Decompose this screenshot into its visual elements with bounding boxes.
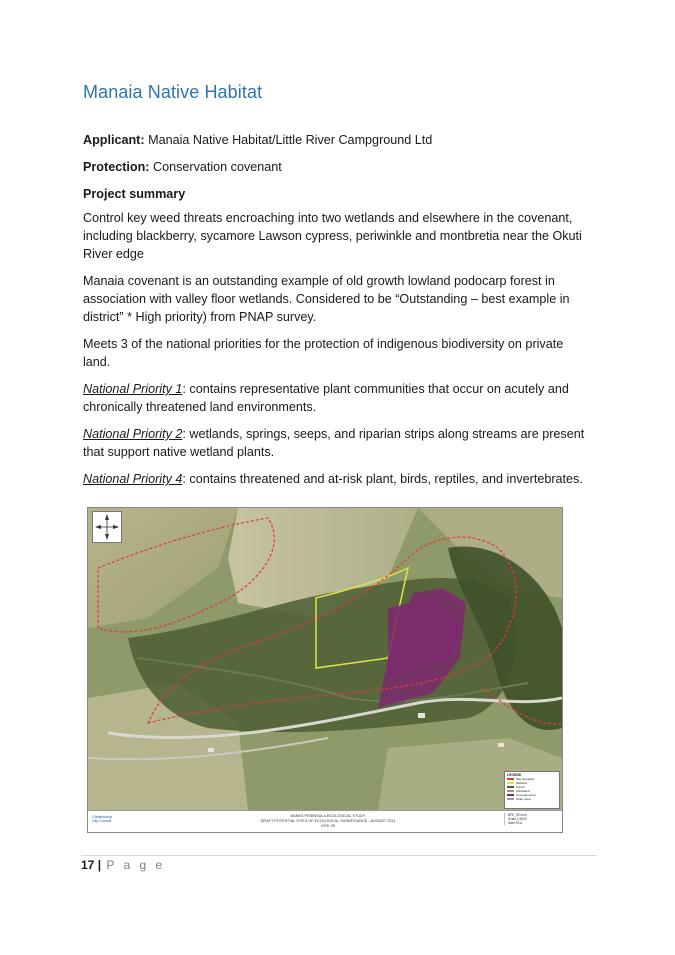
map-title-line: BANKS PENINSULA ECOLOGICAL STUDY <box>290 814 366 818</box>
footer-divider <box>81 855 597 856</box>
legend-label: Forest <box>516 785 525 789</box>
protection-label: Protection: <box>83 160 150 174</box>
map-title-line: SITE 99 <box>321 824 335 828</box>
map-info-line: Date 2011 <box>508 821 523 825</box>
north-arrow <box>92 511 122 543</box>
legend-label: Wetland <box>516 781 527 785</box>
map-title <box>208 814 448 829</box>
council-logo <box>92 815 118 828</box>
site-map-figure <box>87 507 563 833</box>
map-info <box>504 813 558 825</box>
priority-separator: : <box>182 472 190 486</box>
applicant-line <box>83 131 593 149</box>
priority-label: National Priority 1 <box>83 382 183 396</box>
legend-label: Shrubland <box>516 789 530 793</box>
footer-separator: | <box>97 858 102 872</box>
priority-label: National Priority 2 <box>83 427 183 441</box>
priority-separator: : <box>182 427 190 441</box>
legend-title: LEGEND <box>507 773 522 777</box>
map-title-line: DRAFT POTENTIAL SITES OF ECOLOGICAL SIGNIFICANCE - AUGUST 2011 <box>260 819 396 823</box>
legend-label: Site boundary <box>516 777 535 781</box>
priority-label: National Priority 4 <box>83 472 183 486</box>
map-info-line: BPE_99.mxd <box>508 813 527 817</box>
page-label: P a g e <box>106 858 166 872</box>
legend-label: Study area <box>516 797 531 801</box>
applicant-value: Manaia Native Habitat/Little River Campground Ltd <box>148 133 433 147</box>
priority-text: contains representative plant communities that occur on acutely and chronically threatened land environments. <box>83 382 569 414</box>
summary-paragraph-3: Meets 3 of the national priorities for the protection of indigenous biodiversity on private land. <box>83 337 564 369</box>
summary-heading <box>83 185 593 203</box>
map-title-block <box>88 810 562 833</box>
summary-heading-text: Project summary <box>83 187 186 201</box>
national-priority-2 <box>83 425 593 461</box>
protection-value: Conservation covenant <box>152 160 282 174</box>
building <box>208 748 214 752</box>
page-title: Manaia Native Habitat <box>83 82 263 102</box>
map-legend <box>504 771 560 809</box>
protection-line <box>83 158 593 176</box>
logo-text: Christchurch <box>92 815 113 819</box>
summary-paragraph-2: Manaia covenant is an outstanding example of old growth lowland podocarp forest in association with valley floor wetlands. Considered to be “Outstanding – best example in district” * High priority) from PNAP survey. <box>83 274 570 324</box>
building <box>498 743 504 747</box>
priority-separator: : <box>182 382 190 396</box>
logo-subtext: City Council <box>92 819 112 823</box>
summary-paragraph-1: Control key weed threats encroaching into two wetlands and elsewhere in the covenant, including blackberry, sycamore Lawson cypress, periwinkle and montbretia near the Okuti River edge <box>83 211 582 261</box>
compass-icon <box>93 512 121 542</box>
legend-label: Covenant area <box>516 793 536 797</box>
page-number: 17 <box>81 858 95 872</box>
priority-text: wetlands, springs, seeps, and riparian strips along streams are present that support native wetland plants. <box>83 427 585 459</box>
document-body <box>83 131 593 497</box>
page-footer <box>81 858 165 872</box>
legend-row <box>507 797 557 801</box>
national-priority-1 <box>83 380 593 416</box>
applicant-label: Applicant: <box>83 133 145 147</box>
map-info-line: Scale 1:5000 <box>508 817 527 821</box>
building <box>418 713 425 718</box>
aerial-photo <box>88 508 562 810</box>
priority-text: contains threatened and at-risk plant, birds, reptiles, and invertebrates. <box>189 472 583 486</box>
national-priority-4 <box>83 470 593 488</box>
